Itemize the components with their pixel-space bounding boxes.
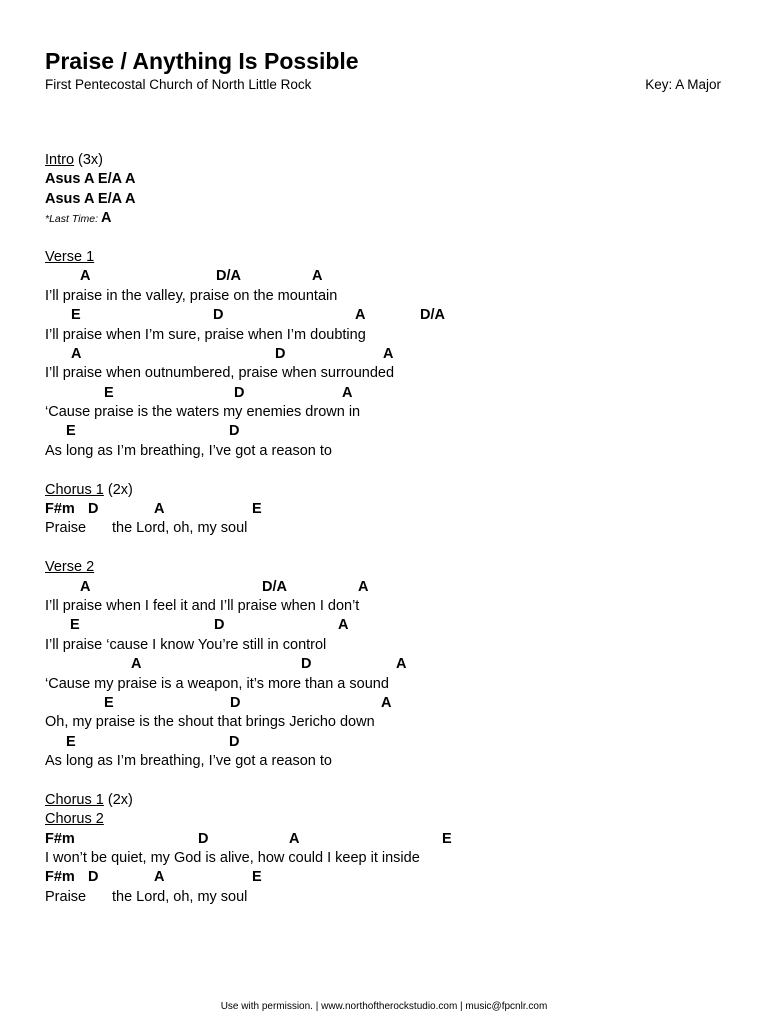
footer-permission: Use with permission. | www.northoftherockstudio.com | music@fpcnlr.com bbox=[220, 1001, 548, 1012]
chord: A bbox=[355, 307, 366, 324]
chord: D bbox=[229, 733, 240, 750]
chord: D bbox=[301, 656, 312, 673]
lyric-word: Praise bbox=[45, 888, 87, 905]
intro-chord-line: Asus A E/A A bbox=[45, 190, 136, 207]
church-name: First Pentecostal Church of North Little Rock bbox=[45, 77, 312, 92]
chord: A bbox=[154, 869, 165, 886]
chord: D/A bbox=[420, 307, 445, 324]
lyric-phrase: the Lord, oh, my soul bbox=[112, 888, 248, 905]
chord: A bbox=[396, 656, 407, 673]
lyric-line: As long as I’m breathing, I’ve got a reason to bbox=[45, 442, 332, 459]
intro-chord-line: Asus A E/A A bbox=[45, 171, 136, 188]
lyric-word: Praise bbox=[45, 520, 87, 537]
lyric-phrase: the Lord, oh, my soul bbox=[112, 520, 248, 537]
chord: A bbox=[71, 345, 82, 362]
lyric-line: As long as I’m breathing, I’ve got a reason to bbox=[45, 753, 332, 770]
chorus1-heading bbox=[45, 481, 725, 500]
chord: E bbox=[442, 830, 452, 847]
chord-row bbox=[45, 500, 725, 519]
spacer bbox=[45, 461, 725, 480]
chord: D bbox=[275, 345, 286, 362]
chord-row bbox=[45, 384, 725, 403]
chord: D bbox=[213, 307, 224, 324]
spacer bbox=[45, 229, 725, 248]
intro-heading bbox=[45, 151, 725, 170]
chorus2-heading bbox=[45, 810, 725, 829]
repeat-count: (2x) bbox=[103, 791, 133, 808]
chord: E bbox=[104, 694, 114, 711]
chord: A bbox=[289, 830, 300, 847]
chord: D bbox=[214, 617, 225, 634]
verse1-heading bbox=[45, 248, 725, 267]
section-label: Verse 1 bbox=[45, 248, 95, 265]
lyric-line: ‘Cause my praise is a weapon, it’s more than a sound bbox=[45, 675, 389, 692]
chord: A bbox=[80, 578, 91, 595]
chord-row bbox=[45, 306, 725, 325]
chord-row bbox=[45, 694, 725, 713]
chord: A bbox=[381, 694, 392, 711]
chord: A bbox=[100, 210, 112, 227]
chord: A bbox=[154, 501, 165, 518]
chord: A bbox=[80, 268, 91, 285]
spacer bbox=[45, 539, 725, 558]
chord-row bbox=[45, 868, 725, 887]
chord-row bbox=[45, 830, 725, 849]
section-label: Chorus 2 bbox=[45, 811, 104, 828]
chord-sheet-page bbox=[45, 0, 725, 1024]
song-title: Praise / Anything Is Possible bbox=[45, 48, 359, 74]
chord: E bbox=[71, 307, 81, 324]
chord: E bbox=[252, 501, 262, 518]
lyric-line bbox=[45, 519, 725, 538]
chord: E bbox=[70, 617, 80, 634]
chord-row bbox=[45, 267, 725, 286]
chord-row bbox=[45, 422, 725, 441]
lyric-line: I’ll praise in the valley, praise on the mountain bbox=[45, 287, 338, 304]
chord: D bbox=[88, 869, 99, 886]
chord-row bbox=[45, 655, 725, 674]
spacer bbox=[45, 772, 725, 791]
song-key: Key: A Major bbox=[645, 77, 721, 92]
chord: A bbox=[383, 345, 394, 362]
section-label: Chorus 1 bbox=[45, 791, 104, 808]
chord: A bbox=[312, 268, 323, 285]
lyric-line: Oh, my praise is the shout that brings Jericho down bbox=[45, 714, 375, 731]
lyric-line: I’ll praise when I feel it and I’ll praise when I don’t bbox=[45, 597, 360, 614]
chord: E bbox=[66, 733, 76, 750]
song-sheet bbox=[45, 151, 725, 907]
chord: D bbox=[234, 384, 245, 401]
chord: F#m bbox=[45, 501, 75, 518]
chord: E bbox=[252, 869, 262, 886]
chord: D bbox=[88, 501, 99, 518]
chord-row bbox=[45, 616, 725, 635]
chord-row bbox=[45, 733, 725, 752]
chord: F#m bbox=[45, 869, 75, 886]
chord: A bbox=[358, 578, 369, 595]
chord: D/A bbox=[216, 268, 241, 285]
repeat-count: (2x) bbox=[103, 481, 133, 498]
lyric-line: I won’t be quiet, my God is alive, how could I keep it inside bbox=[45, 850, 420, 867]
repeat-count: (3x) bbox=[74, 152, 104, 168]
intro-last-time bbox=[45, 209, 725, 228]
chorus1-reference-heading bbox=[45, 791, 725, 810]
chord: D bbox=[230, 694, 241, 711]
lyric-line bbox=[45, 888, 725, 907]
chord-row bbox=[45, 578, 725, 597]
section-label: Intro bbox=[45, 152, 75, 168]
verse2-heading bbox=[45, 558, 725, 577]
chord: D/A bbox=[262, 578, 287, 595]
chord: D bbox=[229, 423, 240, 440]
lyric-line: I’ll praise when outnumbered, praise when surrounded bbox=[45, 365, 395, 382]
chord: A bbox=[342, 384, 353, 401]
chord: D bbox=[198, 830, 209, 847]
section-label: Verse 2 bbox=[45, 559, 95, 576]
chord: A bbox=[338, 617, 349, 634]
section-label: Chorus 1 bbox=[45, 481, 104, 498]
lyric-line: ‘Cause praise is the waters my enemies drown in bbox=[45, 404, 361, 421]
chord-row bbox=[45, 345, 725, 364]
chord: E bbox=[104, 384, 114, 401]
chord: E bbox=[66, 423, 76, 440]
lyric-line: I’ll praise ‘cause I know You’re still in control bbox=[45, 636, 327, 653]
chord: F#m bbox=[45, 830, 75, 847]
chord: A bbox=[131, 656, 142, 673]
lyric-line: I’ll praise when I’m sure, praise when I’m doubting bbox=[45, 326, 366, 343]
last-time-label: *Last Time: bbox=[45, 213, 101, 226]
